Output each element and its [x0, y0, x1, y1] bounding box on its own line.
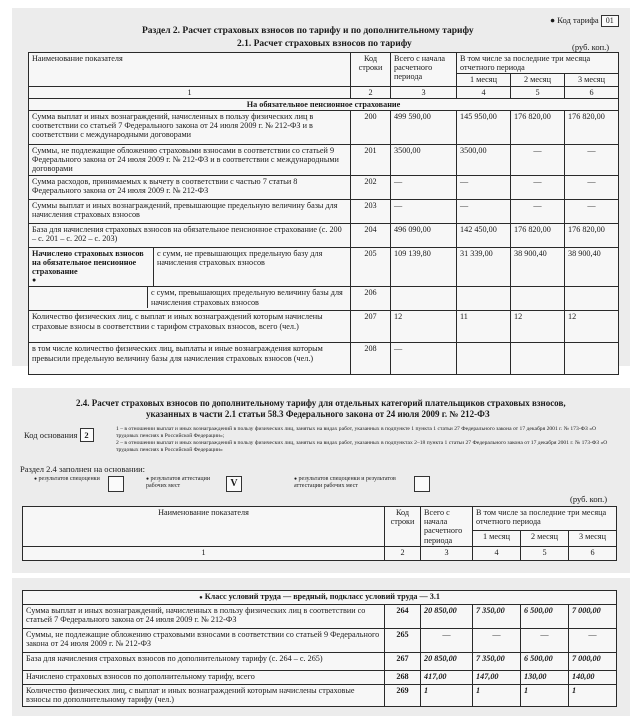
header-m1: 1 месяц — [457, 74, 511, 86]
row-label: Начислено страховых взносов по дополнительному тарифу, всего — [23, 671, 385, 685]
row-code: 201 — [351, 145, 391, 176]
cell-value[interactable]: 20 850,00 — [421, 605, 473, 629]
cell-value[interactable]: 12 — [391, 311, 457, 343]
cell-value[interactable]: 1 — [569, 685, 617, 707]
header-m2: 2 месяц — [521, 531, 569, 547]
cell-value[interactable]: 176 820,00 — [565, 111, 619, 145]
cell-value[interactable]: — — [511, 175, 565, 199]
basis-code — [24, 428, 94, 442]
table-row — [29, 287, 619, 311]
row-code: 264 — [385, 605, 421, 629]
cell-value[interactable]: 1 — [521, 685, 569, 707]
cell-value[interactable]: 7 350,00 — [473, 605, 521, 629]
cell-value[interactable]: — — [521, 629, 569, 653]
cell-value[interactable]: — — [457, 175, 511, 199]
bullet-icon: ● — [199, 595, 203, 601]
column-numbers-row — [29, 86, 619, 98]
header-total: Всего с начала расчетного периода — [391, 53, 457, 87]
row-label: Сумма выплат и иных вознаграждений, начисленных в пользу физических лиц в соответствии со статьей 7 Федерального закона от 24 июля 2009 г. № 212-ФЗ и в соответствии с международными договорами — [29, 111, 351, 145]
accrued-label: Начислено страховых взносов на обязательное пенсионное страхование ● — [29, 248, 154, 287]
cell-value[interactable]: — — [569, 629, 617, 653]
cell-value[interactable]: 3500,00 — [391, 145, 457, 176]
table-row — [23, 685, 617, 707]
cell-value[interactable] — [511, 343, 565, 375]
units-label: (руб. коп.) — [570, 494, 608, 504]
row-code: 265 — [385, 629, 421, 653]
tariff-code-label: Код тарифа — [557, 15, 599, 25]
tariff-code — [550, 15, 619, 27]
row-label: Сумма расходов, принимаемых к вычету в соответствии с частью 7 статьи 8 Федерального закона от 24 июля 2009 г. № 212-ФЗ — [29, 175, 351, 199]
table-row — [29, 145, 619, 176]
section-2-panel — [12, 8, 630, 366]
cell-value[interactable]: 7 000,00 — [569, 653, 617, 671]
row-code: 204 — [351, 223, 391, 247]
cell-value[interactable]: — — [421, 629, 473, 653]
table-row — [29, 175, 619, 199]
row-label: Суммы выплат и иных вознаграждений, превышающие предельную величину базы для начисления страховых взносов — [29, 199, 351, 223]
cell-value[interactable]: 130,00 — [521, 671, 569, 685]
header-indicator: Наименование показателя — [29, 53, 351, 87]
cell-value[interactable]: 6 500,00 — [521, 653, 569, 671]
cell-value[interactable]: — — [391, 175, 457, 199]
table-row — [29, 199, 619, 223]
header-indicator: Наименование показателя — [23, 507, 385, 547]
row-label: с сумм, превышающих предельную величину базы для начисления страховых взносов — [151, 288, 343, 307]
colnum: 2 — [351, 86, 391, 98]
option-label: результатов аттестации рабочих мест — [146, 476, 211, 489]
row-code: 203 — [351, 199, 391, 223]
cell-value[interactable] — [457, 287, 511, 311]
row-label: в том числе количество физических лиц, выплаты и иные вознаграждения которым превысили предельную величину базы для начисления страховых взносов (чел.) — [29, 343, 351, 375]
row-label: База для начисления страховых взносов на обязательное пенсионное страхование (с. 200 – с. 201 – с. 202 – с. 203) — [29, 223, 351, 247]
cell-value[interactable]: 496 090,00 — [391, 223, 457, 247]
accrued-split-cell — [29, 287, 351, 311]
header-m2: 2 месяц — [511, 74, 565, 86]
option-both-checkbox[interactable] — [414, 476, 430, 492]
basis-note-1: 1 – в отношении выплат и иных вознаграждений в пользу физических лиц, занятых на видах работ, указанных в подпункте 1 пункта 1 статьи 27 Федерального закона от 17 декабря 2001 г. № 173-ФЗ «О трудовых пенсиях в Российской Федерации»; — [116, 426, 597, 439]
cell-value[interactable]: 7 000,00 — [569, 605, 617, 629]
cell-value[interactable] — [565, 343, 619, 375]
header-code: Код строки — [351, 53, 391, 87]
cell-value[interactable] — [391, 287, 457, 311]
row-code: 269 — [385, 685, 421, 707]
table-row — [23, 605, 617, 629]
cell-value[interactable]: 20 850,00 — [421, 653, 473, 671]
header-last3: В том числе за последние три месяца отчетного периода — [457, 53, 619, 74]
cell-value[interactable]: 31 339,00 — [457, 247, 511, 287]
pension-band: На обязательное пенсионное страхование — [29, 98, 619, 110]
cell-value[interactable]: 1 — [473, 685, 521, 707]
colnum: 1 — [23, 546, 385, 560]
cell-value[interactable]: — — [511, 199, 565, 223]
cell-value[interactable]: — — [391, 343, 457, 375]
cell-value[interactable]: 7 350,00 — [473, 653, 521, 671]
section-2-4-data-panel — [12, 578, 630, 716]
table-row — [29, 223, 619, 247]
header-total: Всего с начала расчетного периода — [421, 507, 473, 547]
additional-tariff-table — [22, 590, 617, 707]
row-label: База для начисления страховых взносов по дополнительному тарифу (с. 264 – с. 265) — [23, 653, 385, 671]
colnum: 3 — [421, 546, 473, 560]
cell-value[interactable]: — — [511, 145, 565, 176]
header-code: Код строки — [385, 507, 421, 547]
section-2-4-panel — [12, 388, 630, 573]
cell-value[interactable]: 1 — [421, 685, 473, 707]
row-label: Суммы, не подлежащие обложению страховыми взносами в соответствии со статьей 9 Федерального закона от 24 июля 2009 г. № 212-ФЗ и в соответствии с международными договорами — [29, 145, 351, 176]
colnum: 4 — [457, 86, 511, 98]
bullet-icon: ● — [294, 477, 298, 482]
row-label: Количество физических лиц, с выплат и иных вознаграждений которым начислены страховые взносы в соответствии с тарифом страховых взносов, всего (чел.) — [29, 311, 351, 343]
cell-value[interactable] — [511, 287, 565, 311]
row-code: 267 — [385, 653, 421, 671]
option-label: результатов спецоценки — [38, 476, 100, 482]
tariff-code-field[interactable]: 01 — [601, 15, 619, 27]
table-row — [23, 653, 617, 671]
cell-value[interactable]: 12 — [511, 311, 565, 343]
table-row — [29, 311, 619, 343]
cell-value[interactable] — [565, 287, 619, 311]
colnum: 6 — [569, 546, 617, 560]
bullet-icon: ● — [34, 477, 38, 482]
colnum: 5 — [511, 86, 565, 98]
row-code: 202 — [351, 175, 391, 199]
row-code: 208 — [351, 343, 391, 375]
option-workplace-attestation-checkbox[interactable]: V — [226, 476, 242, 492]
colnum: 2 — [385, 546, 421, 560]
cell-value[interactable]: 176 820,00 — [511, 223, 565, 247]
section-2-1-subtitle: 2.1. Расчет страховых взносов по тарифу — [237, 39, 412, 49]
cell-value[interactable]: — — [565, 145, 619, 176]
row-label: Количество физических лиц, с выплат и иных вознаграждений которым начислены страховые взносы по дополнительному тарифу (чел.) — [23, 685, 385, 707]
cell-value[interactable]: 417,00 — [421, 671, 473, 685]
colnum: 6 — [565, 86, 619, 98]
colnum: 1 — [29, 86, 351, 98]
cell-value[interactable]: 6 500,00 — [521, 605, 569, 629]
table-row — [29, 111, 619, 145]
row-label: Сумма выплат и иных вознаграждений, начисленных в пользу физических лиц в соответствии со статьей 7 Федерального закона от 24 июля 2009 г. № 212-ФЗ — [23, 605, 385, 629]
cell-value[interactable]: 176 820,00 — [565, 223, 619, 247]
section-2-4-title-2: указанных в части 2.1 статьи 58.3 Федерального закона от 24 июля 2009 г. № 212-ФЗ — [146, 409, 490, 419]
section-2-title: Раздел 2. Расчет страховых взносов по тарифу и по дополнительному тарифу — [142, 26, 474, 36]
cell-value[interactable]: 147,00 — [473, 671, 521, 685]
table-row — [29, 343, 619, 375]
cell-value[interactable]: 38 900,40 — [511, 247, 565, 287]
column-numbers-row — [23, 546, 617, 560]
colnum: 5 — [521, 546, 569, 560]
cell-value[interactable]: 140,00 — [569, 671, 617, 685]
cell-value[interactable]: 145 950,00 — [457, 111, 511, 145]
row-code: 205 — [351, 247, 391, 287]
option-workplace-attestation — [146, 476, 218, 490]
bullet-icon: ● — [550, 15, 556, 25]
cell-value[interactable]: 38 900,40 — [565, 247, 619, 287]
header-m1: 1 месяц — [473, 531, 521, 547]
cell-value[interactable]: 3500,00 — [457, 145, 511, 176]
cell-value[interactable]: 142 450,00 — [457, 223, 511, 247]
row-code: 207 — [351, 311, 391, 343]
table-row — [29, 247, 619, 287]
header-last3: В том числе за последние три месяца отчетного периода — [473, 507, 617, 531]
section-2-4-title-1: 2.4. Расчет страховых взносов по дополнительному тарифу для отдельных категорий плательщиков страховых взносов, — [76, 398, 566, 408]
option-spec-assessment — [34, 476, 104, 483]
option-spec-assessment-checkbox[interactable] — [108, 476, 124, 492]
cell-value[interactable]: — — [473, 629, 521, 653]
additional-tariff-header-table — [22, 506, 617, 561]
row-code: 206 — [351, 287, 391, 311]
colnum: 4 — [473, 546, 521, 560]
bullet-icon: ● — [146, 477, 150, 482]
cell-value[interactable]: — — [391, 199, 457, 223]
row-label: Суммы, не подлежащие обложению страховыми взносами в соответствии со статьей 9 Федерального закона от 24 июля 2009 г. № 212-ФЗ — [23, 629, 385, 653]
bullet-icon: ● — [32, 276, 37, 285]
row-label: с сумм, не превышающих предельную базу для начисления страховых взносов — [157, 248, 323, 267]
accrued-split-cell — [29, 247, 351, 287]
option-label: результатов спецоценки и результатов аттестации рабочих мест — [294, 476, 396, 489]
filled-basis-label: Раздел 2.4 заполнен на основании: — [20, 464, 146, 474]
table-row — [23, 671, 617, 685]
row-code: 200 — [351, 111, 391, 145]
option-both — [294, 476, 412, 490]
header-m3: 3 месяц — [565, 74, 619, 86]
cell-value[interactable]: — — [565, 199, 619, 223]
header-m3: 3 месяц — [569, 531, 617, 547]
cell-value[interactable]: 12 — [565, 311, 619, 343]
cell-value[interactable]: 499 590,00 — [391, 111, 457, 145]
basis-label: Код основания — [24, 430, 78, 440]
cell-value[interactable] — [457, 343, 511, 375]
cell-value[interactable]: — — [457, 199, 511, 223]
basis-note-2: 2 – в отношении выплат и иных вознаграждений в пользу физических лиц, занятых на видах работ, указанных в подпунктах 2–18 пункта 1 статьи 27 Федерального закона от 17 декабря 2001 г. № 173-ФЗ «О трудовых пенсиях в Российской Федерации» — [116, 440, 608, 453]
basis-code-field[interactable]: 2 — [80, 428, 94, 442]
cell-value[interactable]: 11 — [457, 311, 511, 343]
cell-value[interactable]: 109 139,80 — [391, 247, 457, 287]
row-code: 268 — [385, 671, 421, 685]
units-label: (руб. коп.) — [572, 42, 610, 52]
colnum: 3 — [391, 86, 457, 98]
tariff-table — [28, 52, 619, 375]
cell-value[interactable]: — — [565, 175, 619, 199]
class-band: ● Класс условий труда — вредный, подкласс условий труда — 3.1 — [23, 591, 617, 605]
table-row — [23, 629, 617, 653]
cell-value[interactable]: 176 820,00 — [511, 111, 565, 145]
